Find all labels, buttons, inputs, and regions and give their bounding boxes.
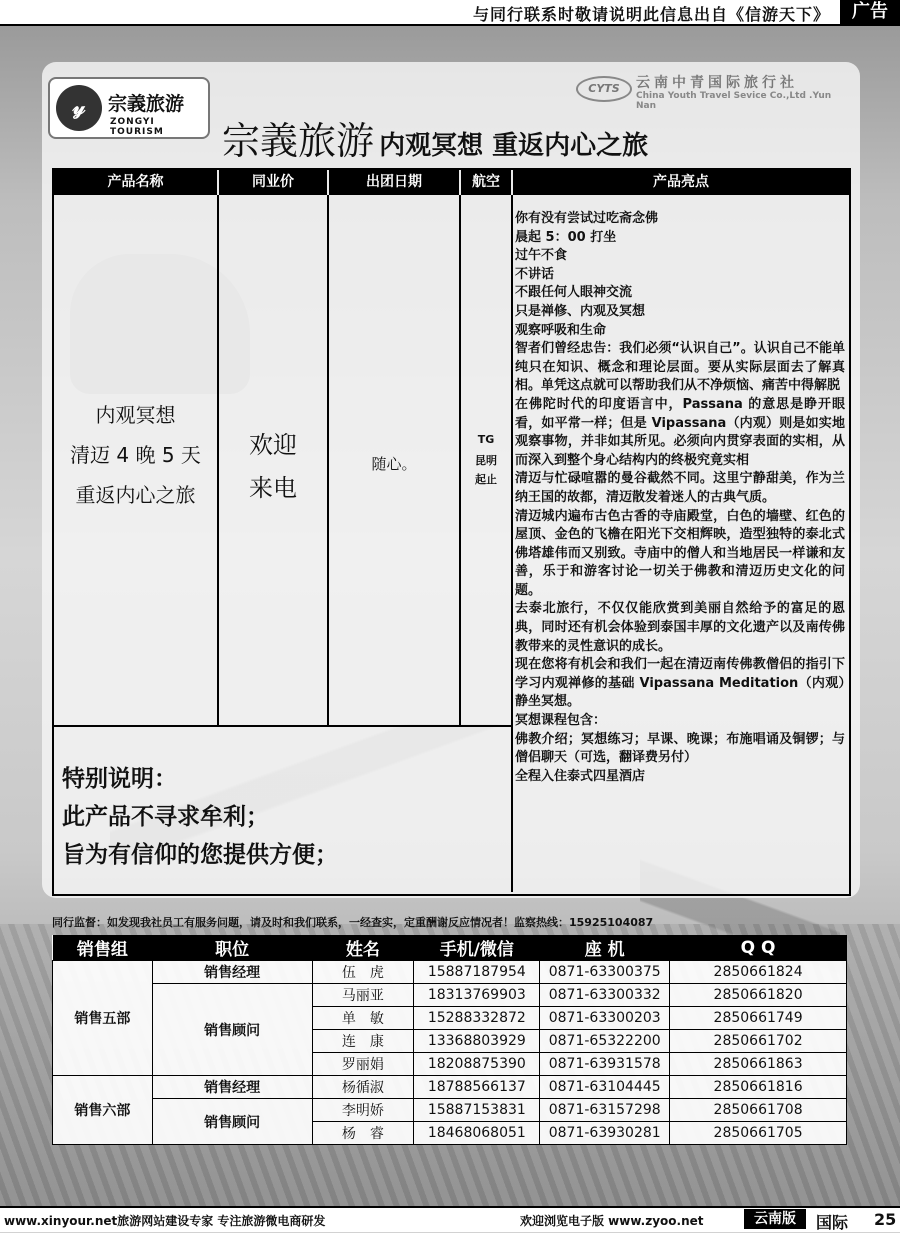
product-name-cell: [54, 195, 217, 725]
special-note-line: 旨为有信仰的您提供方便；: [62, 842, 338, 868]
company-logo: [48, 77, 210, 139]
divider: [54, 725, 513, 727]
mobile: 15887153831: [414, 1099, 540, 1122]
airline-line: 起止: [475, 473, 497, 486]
col-header-landline: 座 机: [540, 935, 670, 961]
table-row: [53, 1099, 847, 1122]
headline-slogan: 内观冥想 重返内心之旅: [379, 131, 649, 161]
mobile: 15887187954: [414, 961, 540, 984]
landline: 0871-63104445: [540, 1076, 670, 1099]
col-header-group: 销售组: [53, 935, 153, 961]
highlight-line: 智者们曾经忠告：我们必须“认识自己”。认识自己不能单纯只在知识、概念和理论层面。要从实际层面去了解真相。单凭这点就可以帮助我们从不净烦恼、痛苦中得解脱: [515, 341, 845, 394]
highlight-line: 晨起 5：00 打坐: [515, 229, 617, 245]
top-bar: [0, 0, 900, 26]
person-name: 杨循淑: [312, 1076, 414, 1099]
header-date: 出团日期: [329, 170, 459, 195]
qq: 2850661702: [670, 1030, 847, 1053]
qq: 2850661705: [670, 1122, 847, 1145]
mobile: 18208875390: [414, 1053, 540, 1076]
qq: 2850661820: [670, 984, 847, 1007]
mobile: 18468068051: [414, 1122, 540, 1145]
agency-name-cn: 云南中青国际旅行社: [636, 75, 798, 91]
position: 销售经理: [152, 961, 312, 984]
landline: 0871-65322200: [540, 1030, 670, 1053]
highlight-line: 冥想课程包含：: [515, 713, 607, 729]
airline-cell: [461, 195, 511, 725]
footer-website-promo: www.xinyour.net旅游网站建设专家 专注旅游微电商研发: [4, 1214, 326, 1228]
landline: 0871-63300375: [540, 961, 670, 984]
person-name: 杨 睿: [312, 1122, 414, 1145]
special-note: [62, 760, 338, 874]
highlight-line: 在佛陀时代的印度语言中，Passana 的意思是睁开眼看，如平常一样；但是 Vipassana（内观）则是如实地观察事物，并非如其所见。必须向内贯穿表面的实相，从而深入到整个身心结构内的终极究竟实相: [515, 396, 845, 468]
highlight-line: 观察呼吸和生命: [515, 322, 607, 338]
price-line: 欢迎: [249, 431, 297, 459]
highlight-line: 不讲话: [515, 266, 555, 282]
person-name: 马丽亚: [312, 984, 414, 1007]
mobile: 18313769903: [414, 984, 540, 1007]
qq: 2850661708: [670, 1099, 847, 1122]
header-product-name: 产品名称: [54, 170, 217, 195]
highlights-cell: [515, 210, 845, 786]
mobile: 18788566137: [414, 1076, 540, 1099]
col-header-mobile: 手机/微信: [414, 935, 540, 961]
landline: 0871-63930281: [540, 1122, 670, 1145]
landline: 0871-63931578: [540, 1053, 670, 1076]
col-header-position: 职位: [152, 935, 312, 961]
airline-line: 昆明: [475, 454, 497, 467]
footer-section: 国际: [816, 1213, 849, 1232]
highlight-line: 过午不食: [515, 248, 568, 264]
highlight-line: 去泰北旅行，不仅仅能欣赏到美丽自然给予的富足的恩典，同时还有机会体验到泰国丰厚的文化遗产以及南传佛教带来的灵性意识的成长。: [515, 601, 845, 654]
person-name: 李明娇: [312, 1099, 414, 1122]
product-table: [52, 168, 851, 896]
special-note-line: 此产品不寻求牟利；: [62, 804, 269, 830]
header-highlights: 产品亮点: [513, 170, 849, 195]
footer-ebook-link: 欢迎浏览电子版 www.zyoo.net: [520, 1214, 704, 1228]
agency-mark-icon: CYTS: [576, 76, 632, 102]
headline: [222, 110, 648, 162]
headline-brand: 宗義旅游: [222, 119, 375, 163]
sales-group: 销售六部: [53, 1076, 153, 1145]
landline: 0871-63300332: [540, 984, 670, 1007]
position: 销售经理: [152, 1076, 312, 1099]
logo-en: ZONGYI TOURISM: [110, 117, 164, 137]
product-name-line: 重返内心之旅: [75, 483, 196, 507]
col-header-name: 姓名: [312, 935, 414, 961]
person-name: 罗丽娟: [312, 1053, 414, 1076]
qq: 2850661863: [670, 1053, 847, 1076]
supervision-notice: 同行监督：如发现我社员工有服务问题，请及时和我们联系，一经查实，定重酬谢反应情况者！监察热线：15925104087: [52, 916, 654, 929]
product-name-line: 内观冥想: [95, 403, 176, 427]
agency-name-en: China Youth Travel Sevice Co.,Ltd .Yun Nan: [636, 91, 832, 111]
position: 销售顾问: [152, 984, 312, 1076]
qq: 2850661749: [670, 1007, 847, 1030]
airline-line: TG: [477, 433, 495, 446]
price-cell: [219, 195, 327, 725]
footer-bar: [0, 1206, 900, 1232]
logo-cn: 宗義旅游: [108, 93, 185, 115]
price-line: 来电: [249, 474, 297, 502]
col-header-qq: Q Q: [670, 935, 847, 961]
highlight-line: 佛教介绍；冥想练习；早课、晚课；布施唱诵及铜锣；与僧侣聊天（可选，翻译费另付）: [515, 731, 845, 766]
special-note-line: 特别说明：: [62, 766, 177, 792]
highlight-line: 全程入住泰式四星酒店: [515, 768, 646, 784]
table-row: [53, 961, 847, 984]
highlight-line: 你有没有尝试过吃斋念佛: [515, 211, 659, 226]
highlight-line: 只是禅修、内观及冥想: [515, 303, 646, 319]
table-header-row: [53, 935, 847, 961]
person-name: 单 敏: [312, 1007, 414, 1030]
mobile: 13368803929: [414, 1030, 540, 1053]
product-name-line: 清迈 4 晚 5 天: [70, 443, 201, 467]
sales-contact-table: [52, 935, 847, 1145]
mobile: 15288332872: [414, 1007, 540, 1030]
table-row: [53, 1076, 847, 1099]
header-airline: 航空: [461, 170, 511, 195]
header-price: 同业价: [219, 170, 327, 195]
page-number: 25: [874, 1210, 897, 1229]
table-row: [53, 984, 847, 1007]
highlight-line: 清迈城内遍布古色古香的寺庙殿堂，白色的墙壁、红色的屋顶、金色的飞檐在阳光下交相辉映，造型独特的泰北式佛塔雄伟而又别致。寺庙中的僧人和当地居民一样谦和友善，乐于和游客讨论一切关于佛教和清迈历史文化的问题。: [515, 508, 845, 598]
landline: 0871-63300203: [540, 1007, 670, 1030]
landline: 0871-63157298: [540, 1099, 670, 1122]
ad-label: 广告: [840, 0, 900, 24]
divider: [511, 195, 513, 892]
qq: 2850661816: [670, 1076, 847, 1099]
position: 销售顾问: [152, 1099, 312, 1145]
person-name: 连 康: [312, 1030, 414, 1053]
departure-date: 随心。: [371, 455, 417, 473]
qq: 2850661824: [670, 961, 847, 984]
date-cell: [329, 195, 459, 725]
highlight-line: 不跟任何人眼神交流: [515, 285, 633, 301]
person-name: 伍 虎: [312, 961, 414, 984]
footer-edition-tag: 云南版: [744, 1209, 806, 1229]
logo-footprint-icon: 𝓎: [56, 85, 102, 131]
highlight-line: 现在您将有机会和我们一起在清迈南传佛教僧侣的指引下学习内观禅修的基础 Vipassana Meditation（内观）静坐冥想。: [515, 657, 845, 710]
top-notice: 与同行联系时敬请说明此信息出自《信游天下》: [472, 5, 830, 24]
highlight-line: 清迈与忙碌喧嚣的曼谷截然不同。这里宁静甜美，作为兰纳王国的故都，清迈散发着迷人的古典气质。: [515, 471, 845, 505]
sales-group: 销售五部: [53, 961, 153, 1076]
